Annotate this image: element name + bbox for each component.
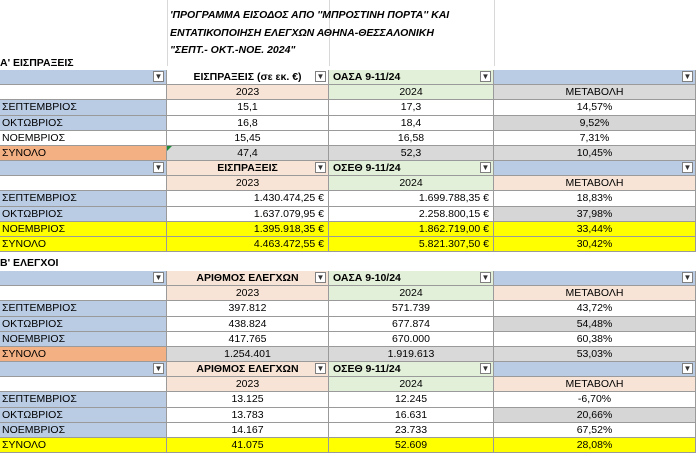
total-2023: 1.254.401 [167,347,329,361]
table-receipts-oseth [0,161,696,252]
column-header-metric [167,271,329,285]
table-row [0,317,696,332]
empty-cell [0,377,167,391]
dropdown-arrow-icon[interactable]: ▼ [481,273,490,282]
change-header: ΜΕΤΑΒΟΛΗ [494,286,696,300]
value-2024: 17,3 [329,100,494,114]
table-receipts-oasa [0,70,696,161]
month-label: ΣΕΠΤΕΜΒΡΙΟΣ [0,392,167,406]
dropdown-arrow-icon[interactable]: ▼ [316,163,325,172]
column-header-metric [167,362,329,376]
change-value: 37,98% [494,207,696,221]
year-row [0,286,696,301]
dropdown-arrow-icon[interactable]: ▼ [683,364,692,373]
dropdown-arrow-icon[interactable]: ▼ [683,273,692,282]
value-2023: 13.125 [167,392,329,406]
table-header-row [0,70,696,85]
value-2024: 23.733 [329,423,494,437]
value-2024: 1.862.719,00 € [329,222,494,236]
change-value: 43,72% [494,301,696,315]
header-label: ΕΙΣΠΡΑΞΕΙΣ (σε εκ. €) [193,71,302,83]
value-2023: 13.783 [167,408,329,422]
table-row [0,116,696,131]
table-checks-oasa [0,271,696,362]
total-label: ΣΥΝΟΛΟ [0,146,167,160]
total-row [0,237,696,252]
dropdown-arrow-icon[interactable]: ▼ [316,273,325,282]
table-row [0,131,696,146]
empty-cell [0,286,167,300]
value-2024: 12.245 [329,392,494,406]
filter-cell [0,271,167,285]
column-header-org [329,161,494,175]
value-2023: 1.430.474,25 € [167,191,329,205]
change-value: 54,48% [494,317,696,331]
value-2023: 16,8 [167,116,329,130]
total-change: 30,42% [494,237,696,251]
filter-cell [0,70,167,84]
value-2023: 417.765 [167,332,329,346]
report-title-line2: ΕΝΤΑΤΙΚΟΠΟΙΗΣΗ ΕΛΕΓΧΩΝ ΑΘΗΝΑ-ΘΕΣΣΑΛΟΝΙΚΗ [170,27,434,39]
total-2024: 1.919.613 [329,347,494,361]
column-header-change [494,70,696,84]
header-label: ΕΙΣΠΡΑΞΕΙΣ [217,162,278,174]
value-2024: 2.258.800,15 € [329,207,494,221]
gridline [494,0,495,66]
value-2024: 677.874 [329,317,494,331]
table-row [0,408,696,423]
dropdown-arrow-icon[interactable]: ▼ [154,163,163,172]
total-2024: 5.821.307,50 € [329,237,494,251]
year-2023: 2023 [167,85,329,99]
column-header-metric [167,161,329,175]
change-header: ΜΕΤΑΒΟΛΗ [494,377,696,391]
table-header-row [0,271,696,286]
report-title-line3: "ΣΕΠΤ.- ΟΚΤ.-ΝΟΕ. 2024" [170,44,296,56]
change-value: 7,31% [494,131,696,145]
month-label: ΣΕΠΤΕΜΒΡΙΟΣ [0,100,167,114]
column-header-change [494,161,696,175]
dropdown-arrow-icon[interactable]: ▼ [154,273,163,282]
year-row [0,176,696,191]
table-row [0,100,696,115]
dropdown-arrow-icon[interactable]: ▼ [683,163,692,172]
total-2024: 52,3 [329,146,494,160]
change-value: -6,70% [494,392,696,406]
change-value: 14,57% [494,100,696,114]
total-change: 53,03% [494,347,696,361]
value-2024: 16.631 [329,408,494,422]
total-label: ΣΥΝΟΛΟ [0,438,167,452]
column-header-org [329,362,494,376]
table-row [0,392,696,407]
year-2024: 2024 [329,85,494,99]
value-2023: 1.637.079,95 € [167,207,329,221]
table-header-row [0,362,696,377]
year-row [0,377,696,392]
month-label: ΝΟΕΜΒΡΙΟΣ [0,332,167,346]
total-row [0,347,696,362]
month-label: ΝΟΕΜΒΡΙΟΣ [0,222,167,236]
section-a-heading: Α' ΕΙΣΠΡΑΞΕΙΣ [0,57,74,69]
dropdown-arrow-icon[interactable]: ▼ [316,72,325,81]
table-row [0,207,696,222]
dropdown-arrow-icon[interactable]: ▼ [316,364,325,373]
month-label: ΣΕΠΤΕΜΒΡΙΟΣ [0,301,167,315]
value-2023: 15,45 [167,131,329,145]
month-label: ΣΕΠΤΕΜΒΡΙΟΣ [0,191,167,205]
header-label: ΟΑΣΑ 9-10/24 [333,272,401,284]
value-2023: 397.812 [167,301,329,315]
value-2024: 1.699.788,35 € [329,191,494,205]
total-change: 28,08% [494,438,696,452]
filter-cell [0,362,167,376]
value-2023: 14.167 [167,423,329,437]
table-row [0,191,696,206]
value-2023: 1.395.918,35 € [167,222,329,236]
value-2024: 16,58 [329,131,494,145]
empty-cell [0,176,167,190]
year-row [0,85,696,100]
month-label: ΟΚΤΩΒΡΙΟΣ [0,408,167,422]
value-2024: 670.000 [329,332,494,346]
table-checks-oseth [0,362,696,453]
month-label: ΟΚΤΩΒΡΙΟΣ [0,317,167,331]
total-change: 10,45% [494,146,696,160]
total-2023-value: 47,4 [237,146,258,159]
total-2023: 41.075 [167,438,329,452]
year-2024: 2024 [329,377,494,391]
year-2023: 2023 [167,176,329,190]
gridline [167,0,168,66]
value-2024: 18,4 [329,116,494,130]
total-2023 [167,146,329,160]
section-b-heading: Β' ΕΛΕΓΧΟΙ [0,257,59,269]
change-header: ΜΕΤΑΒΟΛΗ [494,85,696,99]
change-value: 60,38% [494,332,696,346]
cell-marker-icon [167,146,172,151]
year-2024: 2024 [329,286,494,300]
change-header: ΜΕΤΑΒΟΛΗ [494,176,696,190]
header-label: ΑΡΙΘΜΟΣ ΕΛΕΓΧΩΝ [196,363,299,375]
column-header-metric [167,70,329,84]
value-2024: 571.739 [329,301,494,315]
total-row [0,438,696,453]
change-value: 20,66% [494,408,696,422]
dropdown-arrow-icon[interactable]: ▼ [481,364,490,373]
dropdown-arrow-icon[interactable]: ▼ [154,72,163,81]
total-2023: 4.463.472,55 € [167,237,329,251]
column-header-org [329,271,494,285]
report-title-line1: 'ΠΡΟΓΡΑΜΜΑ ΕΙΣΟΔΟΣ ΑΠΟ ''ΜΠΡΟΣΤΙΝΗ ΠΟΡΤΑ'' ΚΑΙ [170,9,450,21]
total-label: ΣΥΝΟΛΟ [0,237,167,251]
total-label: ΣΥΝΟΛΟ [0,347,167,361]
column-header-change [494,271,696,285]
table-row [0,301,696,316]
table-header-row [0,161,696,176]
change-value: 67,52% [494,423,696,437]
table-row [0,222,696,237]
column-header-org [329,70,494,84]
dropdown-arrow-icon[interactable]: ▼ [683,72,692,81]
value-2023: 15,1 [167,100,329,114]
dropdown-arrow-icon[interactable]: ▼ [481,72,490,81]
year-2024: 2024 [329,176,494,190]
value-2023: 438.824 [167,317,329,331]
filter-cell [0,161,167,175]
header-label: ΑΡΙΘΜΟΣ ΕΛΕΓΧΩΝ [196,272,299,284]
month-label: ΟΚΤΩΒΡΙΟΣ [0,116,167,130]
column-header-change [494,362,696,376]
change-value: 9,52% [494,116,696,130]
year-2023: 2023 [167,377,329,391]
change-value: 33,44% [494,222,696,236]
change-value: 18,83% [494,191,696,205]
month-label: ΟΚΤΩΒΡΙΟΣ [0,207,167,221]
header-label: ΟΣΕΘ 9-11/24 [333,363,401,375]
year-2023: 2023 [167,286,329,300]
dropdown-arrow-icon[interactable]: ▼ [154,364,163,373]
table-row [0,423,696,438]
empty-cell [0,85,167,99]
header-label: ΟΑΣΑ 9-11/24 [333,71,401,83]
dropdown-arrow-icon[interactable]: ▼ [481,163,490,172]
total-2024: 52.609 [329,438,494,452]
month-label: ΝΟΕΜΒΡΙΟΣ [0,131,167,145]
month-label: ΝΟΕΜΒΡΙΟΣ [0,423,167,437]
total-row [0,146,696,161]
table-row [0,332,696,347]
header-label: ΟΣΕΘ 9-11/24 [333,162,401,174]
